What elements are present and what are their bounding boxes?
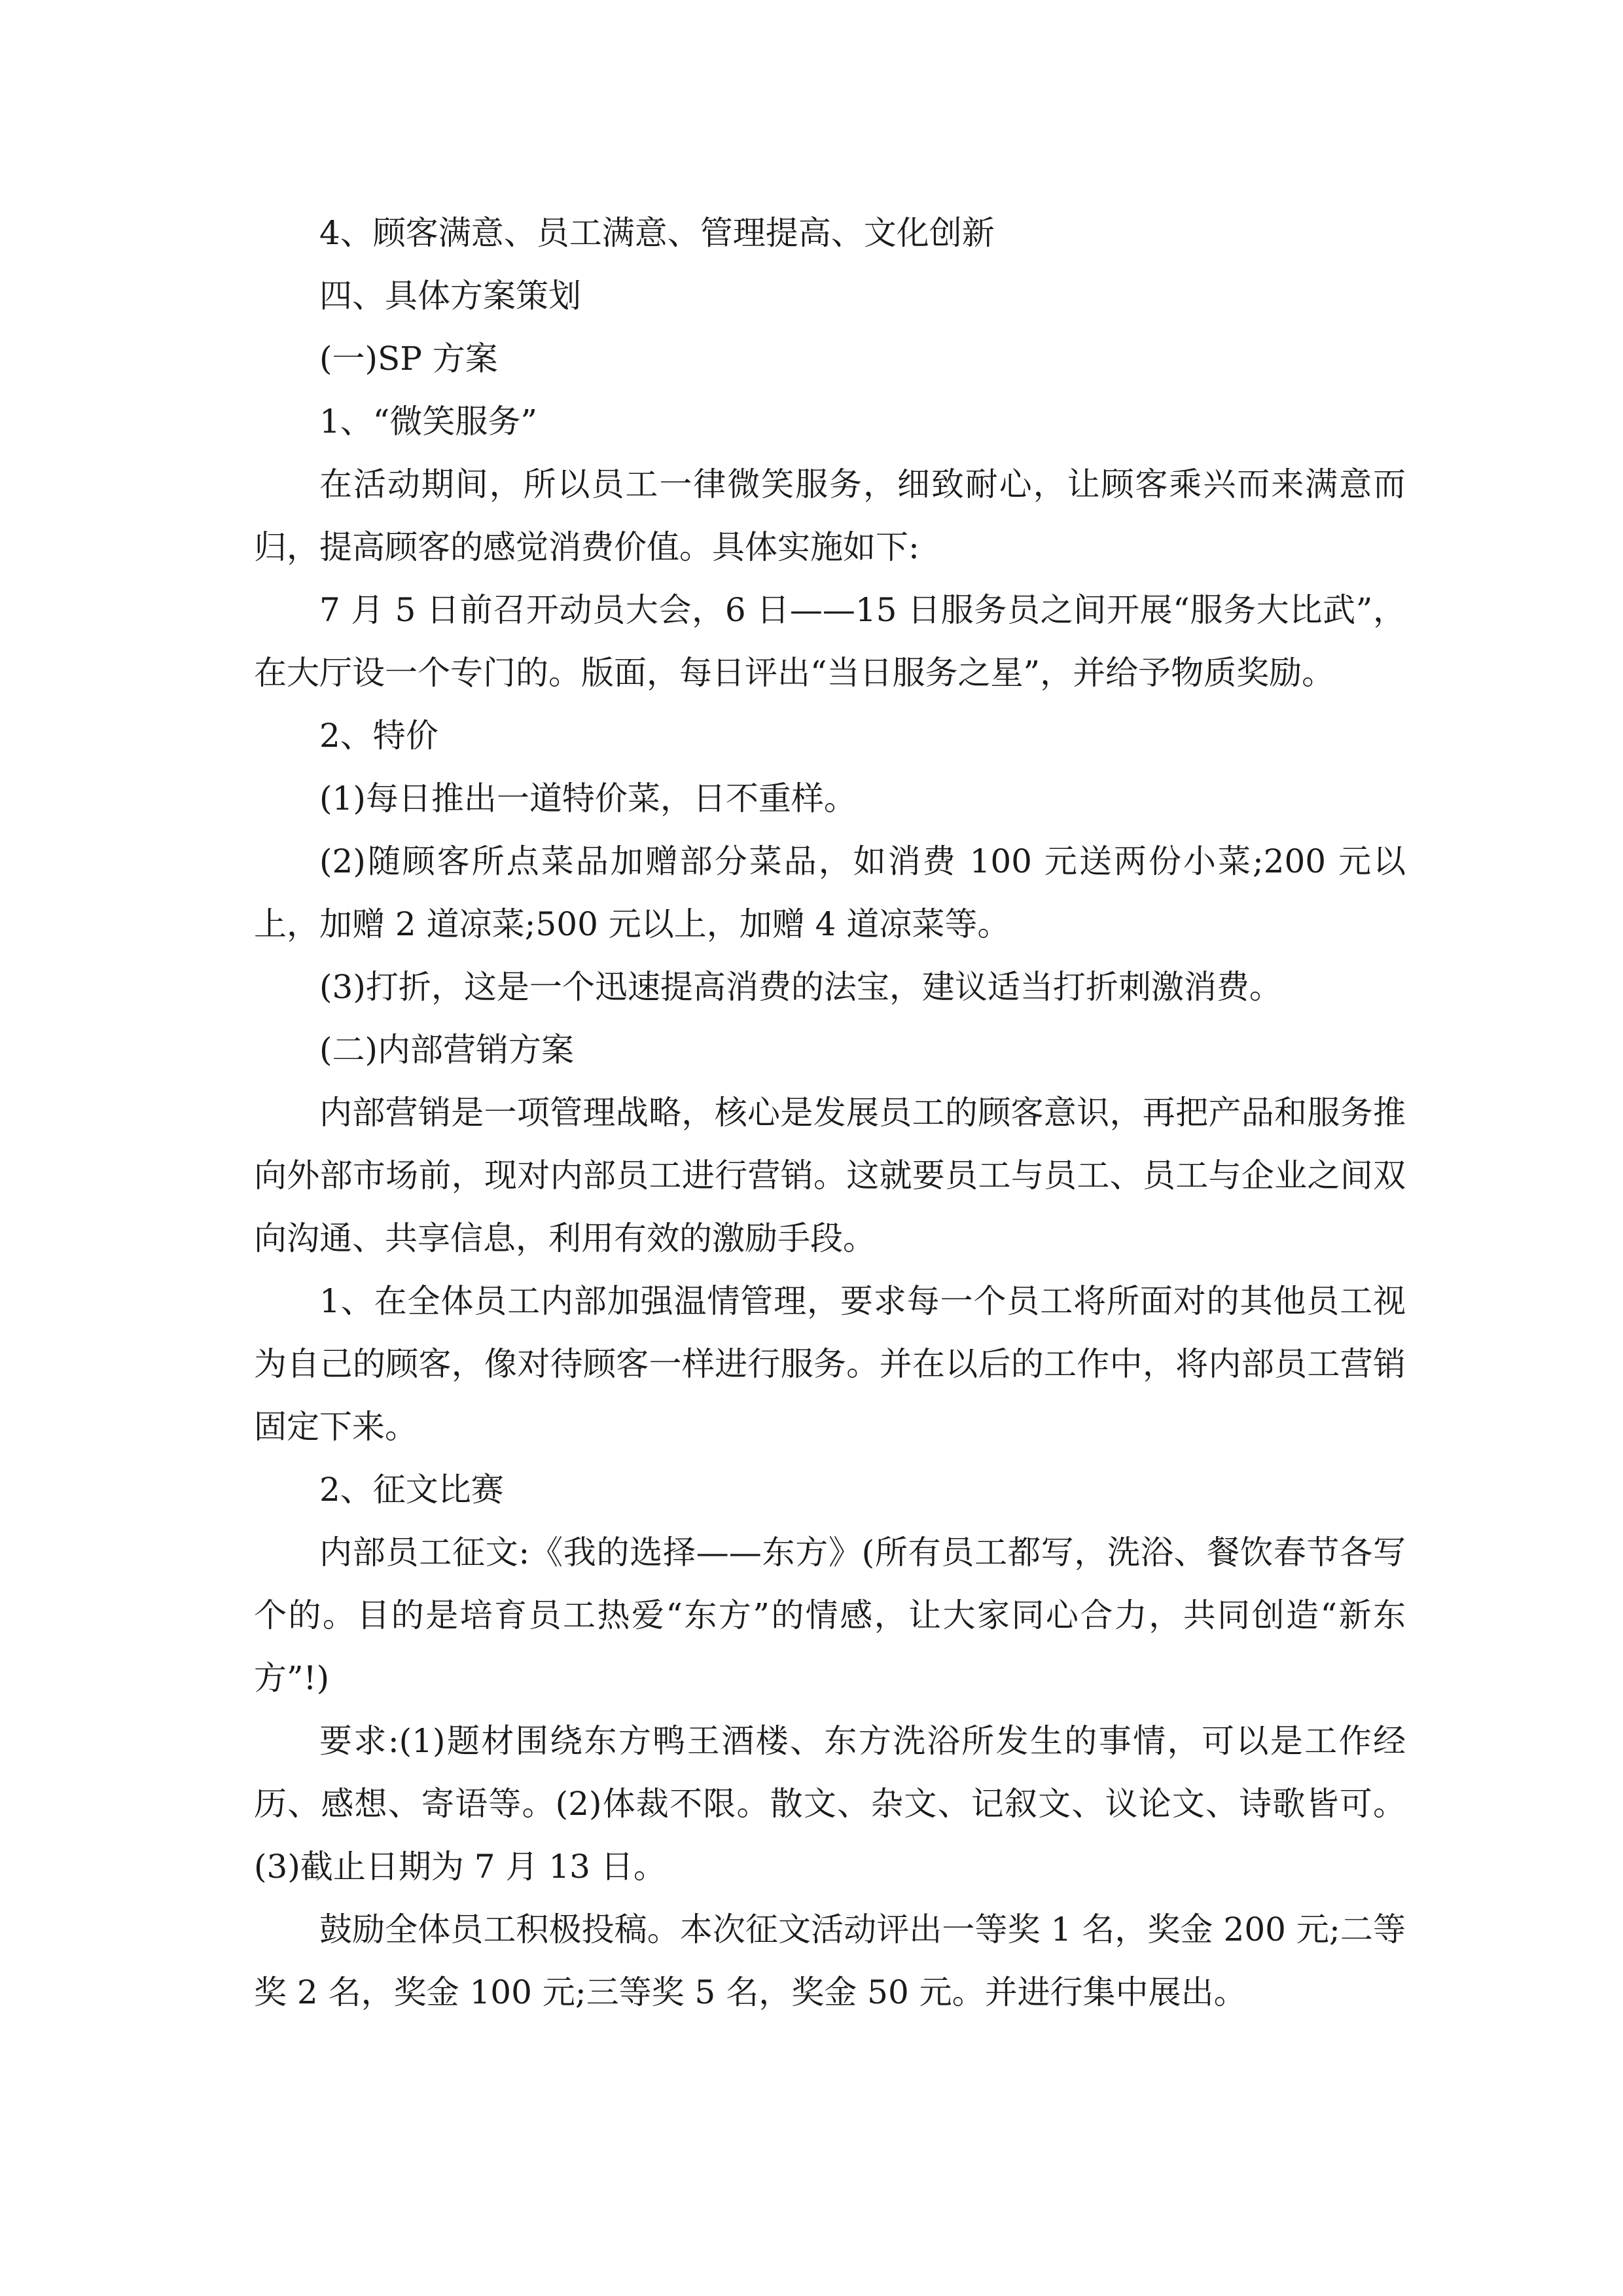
section-heading-plan: 四、具体方案策划 [319, 277, 581, 315]
item-heading-smile-service: 1、“微笑服务” [319, 403, 537, 440]
list-item-special-2: (2)随顾客所点菜品加赠部分菜品，如消费 100 元送两份小菜;200 元以上，加赠 2 道凉菜;500 元以上，加赠 4 道凉菜等。 [254, 842, 1406, 943]
paragraph-mobilization: 7 月 5 日前召开动员大会，6 日——15 日服务员之间开展“服务大比武”，在大厅设一个专门的。版面，每日评出“当日服务之星”，并给予物质奖励。 [254, 591, 1406, 692]
list-item-special-1: (1)每日推出一道特价菜，日不重样。 [319, 780, 857, 817]
paragraph-requirements: 要求:(1)题材围绕东方鸭王酒楼、东方洗浴所发生的事情，可以是工作经历、感想、寄语等。(2)体裁不限。散文、杂文、记叙文、议论文、诗歌皆可。(3)截止日期为 7 月 13 日。 [254, 1722, 1406, 1886]
item-heading-special-price: 2、特价 [319, 717, 438, 755]
item-heading-essay-contest: 2、征文比赛 [319, 1471, 504, 1509]
subsection-heading-sp: (一)SP 方案 [319, 340, 498, 378]
list-item-special-3: (3)打折，这是一个迅速提高消费的法宝，建议适当打折刺激消费。 [319, 968, 1282, 1006]
paragraph-essay-contest: 内部员工征文:《我的选择——东方》(所有员工都写，洗浴、餐饮春节各写个的。目的是培育员工热爱“东方”的情感，让大家同心合力，共同创造“新东方”!) [254, 1534, 1406, 1697]
paragraph-smile-service: 在活动期间，所以员工一律微笑服务，细致耐心，让顾客乘兴而来满意而归，提高顾客的感觉消费价值。具体实施如下: [254, 465, 1406, 566]
list-item-goal-4: 4、顾客满意、员工满意、管理提高、文化创新 [319, 214, 995, 252]
paragraph-internal-marketing: 内部营销是一项管理战略，核心是发展员工的顾客意识，再把产品和服务推向外部市场前，现对内部员工进行营销。这就要员工与员工、员工与企业之间双向沟通、共享信息，利用有效的激励手段。 [254, 1094, 1406, 1257]
subsection-heading-internal: (二)内部营销方案 [319, 1031, 575, 1069]
document-body [254, 202, 1406, 2024]
paragraph-awards: 鼓励全体员工积极投稿。本次征文活动评出一等奖 1 名，奖金 200 元;二等奖 2 名，奖金 100 元;三等奖 5 名，奖金 50 元。并进行集中展出。 [254, 1910, 1406, 2011]
paragraph-warm-management: 1、在全体员工内部加强温情管理，要求每一个员工将所面对的其他员工视为自己的顾客，像对待顾客一样进行服务。并在以后的工作中，将内部员工营销固定下来。 [254, 1282, 1406, 1446]
